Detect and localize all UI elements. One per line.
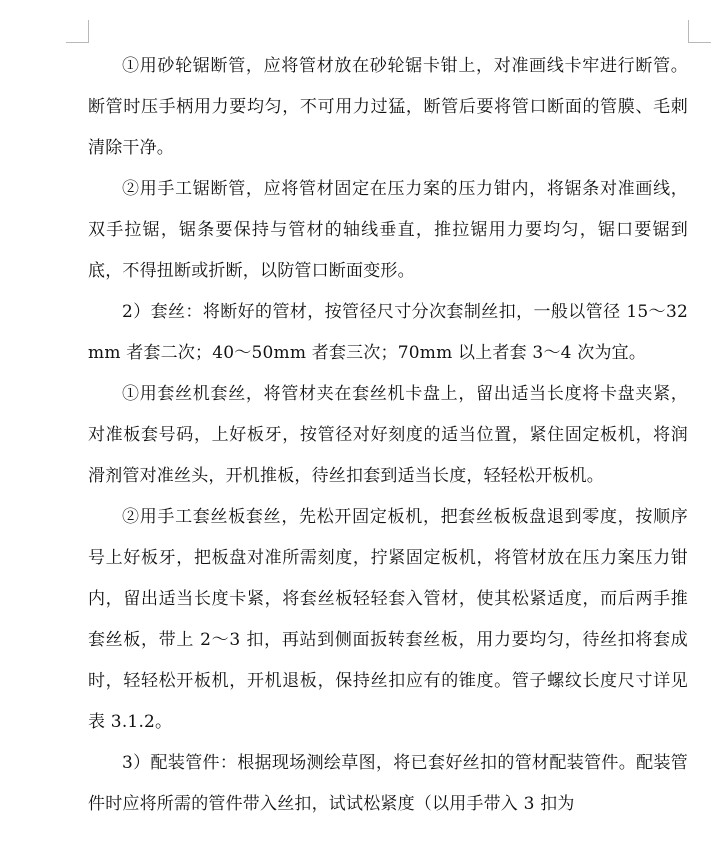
top-right-margin-mark — [688, 20, 711, 43]
paragraph-threading: 2）套丝：将断好的管材，按管径尺寸分次套制丝扣，一般以管径 15～32mm 者套二次；40～50mm 者套三次；70mm 以上者套 3～4 次为宜。 — [88, 302, 688, 363]
paragraph-saw-wheel-cutting: ①用砂轮锯断管，应将管材放在砂轮锯卡钳上，对准画线卡牢进行断管。断管时压手柄用力要均匀，不可用力过猛，断管后要将管口断面的管膜、毛刺清除干净。 — [88, 56, 688, 158]
paragraph-hand-saw-cutting: ②用手工锯断管，应将管材固定在压力案的压力钳内，将锯条对准画线，双手拉锯，锯条要保持与管材的轴线垂直，推拉锯用力要均匀，锯口要锯到底，不得扭断或折断，以防管口断面变形。 — [88, 179, 688, 281]
document-body — [88, 46, 688, 825]
paragraph-manual-threading: ②用手工套丝板套丝，先松开固定板机，把套丝板板盘退到零度，按顺序号上好板牙，把板盘对准所需刻度，拧紧固定板机，将管材放在压力案压力钳内，留出适当长度卡紧，将套丝板轻轻套入管材，使其松紧适度，而后两手推套丝板，带上 2～3 扣，再站到侧面扳转套丝板，用力要均匀，待丝扣将套成时，轻轻松开板机，开机退板，保持丝扣应有的锥度。管子螺纹长度尺寸详见表 3.1.2。 — [88, 507, 688, 732]
paragraph-fitting-assembly: 3）配装管件：根据现场测绘草图，将已套好丝扣的管材配装管件。配装管件时应将所需的管件带入丝扣，试试松紧度（以用手带入 3 扣为 — [88, 753, 688, 814]
top-left-margin-mark — [66, 20, 89, 43]
paragraph-threading-machine: ①用套丝机套丝，将管材夹在套丝机卡盘上，留出适当长度将卡盘夹紧，对准板套号码，上好板牙，按管径对好刻度的适当位置，紧住固定板机，将润滑剂管对准丝头，开机推板，待丝扣套到适当长度，轻轻松开板机。 — [88, 384, 688, 486]
